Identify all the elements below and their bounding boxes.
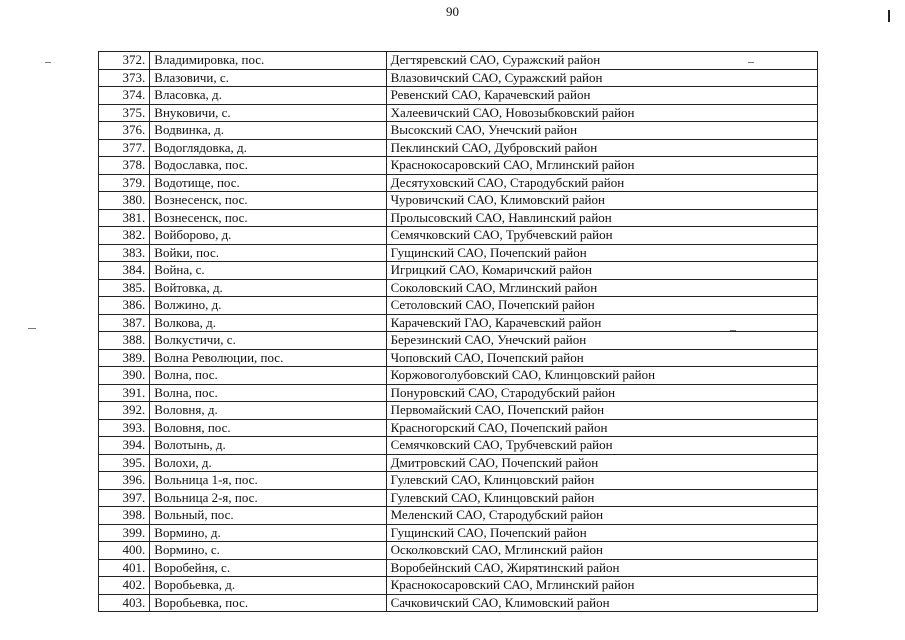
table-row	[99, 297, 818, 315]
row-number: 389.	[99, 349, 150, 367]
table-row	[99, 244, 818, 262]
row-number: 401.	[99, 559, 150, 577]
table-row	[99, 472, 818, 490]
settlement-name: Водоглядовка, д.	[150, 139, 386, 157]
table-row	[99, 52, 818, 70]
settlement-name: Вормино, д.	[150, 524, 386, 542]
table-row	[99, 87, 818, 105]
row-number: 392.	[99, 402, 150, 420]
scan-edge-mark	[888, 10, 890, 22]
settlement-name: Водославка, пос.	[150, 157, 386, 175]
settlement-name: Водвинка, д.	[150, 122, 386, 140]
settlement-name: Волохи, д.	[150, 454, 386, 472]
table-row	[99, 349, 818, 367]
row-number: 384.	[99, 262, 150, 280]
table-row	[99, 104, 818, 122]
district-name: Игрицкий САО, Комаричский район	[386, 262, 817, 280]
settlement-name: Волна, пос.	[150, 367, 386, 385]
settlement-name: Воробьевка, пос.	[150, 594, 386, 612]
row-number: 372.	[99, 52, 150, 70]
row-number: 375.	[99, 104, 150, 122]
settlement-name: Вознесенск, пос.	[150, 209, 386, 227]
row-number: 381.	[99, 209, 150, 227]
settlement-name: Воробейня, с.	[150, 559, 386, 577]
settlement-name: Владимировка, пос.	[150, 52, 386, 70]
scan-speck	[28, 328, 36, 329]
district-name: Дегтяревский САО, Суражский район	[386, 52, 817, 70]
table-row	[99, 594, 818, 612]
row-number: 396.	[99, 472, 150, 490]
settlement-name: Вольный, пос.	[150, 507, 386, 525]
row-number: 380.	[99, 192, 150, 210]
district-name: Пеклинский САО, Дубровский район	[386, 139, 817, 157]
table-row	[99, 454, 818, 472]
row-number: 383.	[99, 244, 150, 262]
district-name: Воробейнский САО, Жирятинский район	[386, 559, 817, 577]
district-name: Краснокосаровский САО, Мглинский район	[386, 577, 817, 595]
scan-speck	[730, 330, 736, 331]
row-number: 373.	[99, 69, 150, 87]
row-number: 374.	[99, 87, 150, 105]
table-row	[99, 402, 818, 420]
district-name: Халеевичский САО, Новозыбковский район	[386, 104, 817, 122]
row-number: 398.	[99, 507, 150, 525]
table-row	[99, 192, 818, 210]
scan-speck	[45, 62, 51, 63]
settlement-name: Воловня, д.	[150, 402, 386, 420]
row-number: 385.	[99, 279, 150, 297]
district-name: Ревенский САО, Карачевский район	[386, 87, 817, 105]
settlement-name: Вольница 1-я, пос.	[150, 472, 386, 490]
table-row	[99, 209, 818, 227]
district-name: Сетоловский САО, Почепский район	[386, 297, 817, 315]
table-row	[99, 157, 818, 175]
table-row	[99, 332, 818, 350]
district-name: Чуровичский САО, Климовский район	[386, 192, 817, 210]
row-number: 397.	[99, 489, 150, 507]
district-name: Соколовский САО, Мглинский район	[386, 279, 817, 297]
table-row	[99, 279, 818, 297]
settlements-table-body	[99, 52, 818, 612]
row-number: 403.	[99, 594, 150, 612]
district-name: Гулевский САО, Клинцовский район	[386, 489, 817, 507]
table-row	[99, 227, 818, 245]
district-name: Гущинский САО, Почепский район	[386, 244, 817, 262]
table-row	[99, 367, 818, 385]
district-name: Гущинский САО, Почепский район	[386, 524, 817, 542]
district-name: Краснокосаровский САО, Мглинский район	[386, 157, 817, 175]
district-name: Дмитровский САО, Почепский район	[386, 454, 817, 472]
district-name: Влазовичский САО, Суражский район	[386, 69, 817, 87]
district-name: Первомайский САО, Почепский район	[386, 402, 817, 420]
settlement-name: Волна Революции, пос.	[150, 349, 386, 367]
settlement-name: Волкова, д.	[150, 314, 386, 332]
table-row	[99, 559, 818, 577]
district-name: Высокский САО, Унечский район	[386, 122, 817, 140]
district-name: Пролысовский САО, Навлинский район	[386, 209, 817, 227]
settlement-name: Вормино, с.	[150, 542, 386, 560]
settlement-name: Власовка, д.	[150, 87, 386, 105]
district-name: Гулевский САО, Клинцовский район	[386, 472, 817, 490]
settlements-table	[98, 51, 818, 612]
row-number: 386.	[99, 297, 150, 315]
table-row	[99, 69, 818, 87]
settlement-name: Вознесенск, пос.	[150, 192, 386, 210]
row-number: 395.	[99, 454, 150, 472]
table-row	[99, 262, 818, 280]
table-row	[99, 384, 818, 402]
district-name: Семячковский САО, Трубчевский район	[386, 437, 817, 455]
row-number: 390.	[99, 367, 150, 385]
row-number: 377.	[99, 139, 150, 157]
row-number: 378.	[99, 157, 150, 175]
table-row	[99, 419, 818, 437]
district-name: Осколковский САО, Мглинский район	[386, 542, 817, 560]
district-name: Сачковичский САО, Климовский район	[386, 594, 817, 612]
table-row	[99, 437, 818, 455]
table-row	[99, 577, 818, 595]
district-name: Чоповский САО, Почепский район	[386, 349, 817, 367]
district-name: Семячковский САО, Трубчевский район	[386, 227, 817, 245]
table-row	[99, 542, 818, 560]
page-number: 90	[446, 4, 459, 19]
settlement-name: Влазовичи, с.	[150, 69, 386, 87]
settlement-name: Войборово, д.	[150, 227, 386, 245]
district-name: Меленский САО, Стародубский район	[386, 507, 817, 525]
row-number: 387.	[99, 314, 150, 332]
table-row	[99, 174, 818, 192]
district-name: Десятуховский САО, Стародубский район	[386, 174, 817, 192]
row-number: 394.	[99, 437, 150, 455]
district-name: Березинский САО, Унечский район	[386, 332, 817, 350]
row-number: 391.	[99, 384, 150, 402]
table-row	[99, 139, 818, 157]
table-row	[99, 489, 818, 507]
row-number: 402.	[99, 577, 150, 595]
district-name: Красногорский САО, Почепский район	[386, 419, 817, 437]
table-row	[99, 122, 818, 140]
settlement-name: Внуковичи, с.	[150, 104, 386, 122]
row-number: 400.	[99, 542, 150, 560]
settlement-name: Волна, пос.	[150, 384, 386, 402]
settlement-name: Вольница 2-я, пос.	[150, 489, 386, 507]
district-name: Карачевский ГАО, Карачевский район	[386, 314, 817, 332]
row-number: 382.	[99, 227, 150, 245]
row-number: 393.	[99, 419, 150, 437]
table-row	[99, 314, 818, 332]
settlement-name: Войки, пос.	[150, 244, 386, 262]
settlement-name: Войтовка, д.	[150, 279, 386, 297]
settlement-name: Воробьевка, д.	[150, 577, 386, 595]
settlement-name: Волкустичи, с.	[150, 332, 386, 350]
scan-speck	[748, 62, 754, 63]
table-row	[99, 524, 818, 542]
table-row	[99, 507, 818, 525]
settlement-name: Волотынь, д.	[150, 437, 386, 455]
settlement-name: Война, с.	[150, 262, 386, 280]
row-number: 388.	[99, 332, 150, 350]
row-number: 379.	[99, 174, 150, 192]
row-number: 376.	[99, 122, 150, 140]
district-name: Коржовоголубовский САО, Клинцовский район	[386, 367, 817, 385]
settlement-name: Водотище, пос.	[150, 174, 386, 192]
settlement-name: Волжино, д.	[150, 297, 386, 315]
district-name: Понуровский САО, Стародубский район	[386, 384, 817, 402]
row-number: 399.	[99, 524, 150, 542]
settlement-name: Воловня, пос.	[150, 419, 386, 437]
